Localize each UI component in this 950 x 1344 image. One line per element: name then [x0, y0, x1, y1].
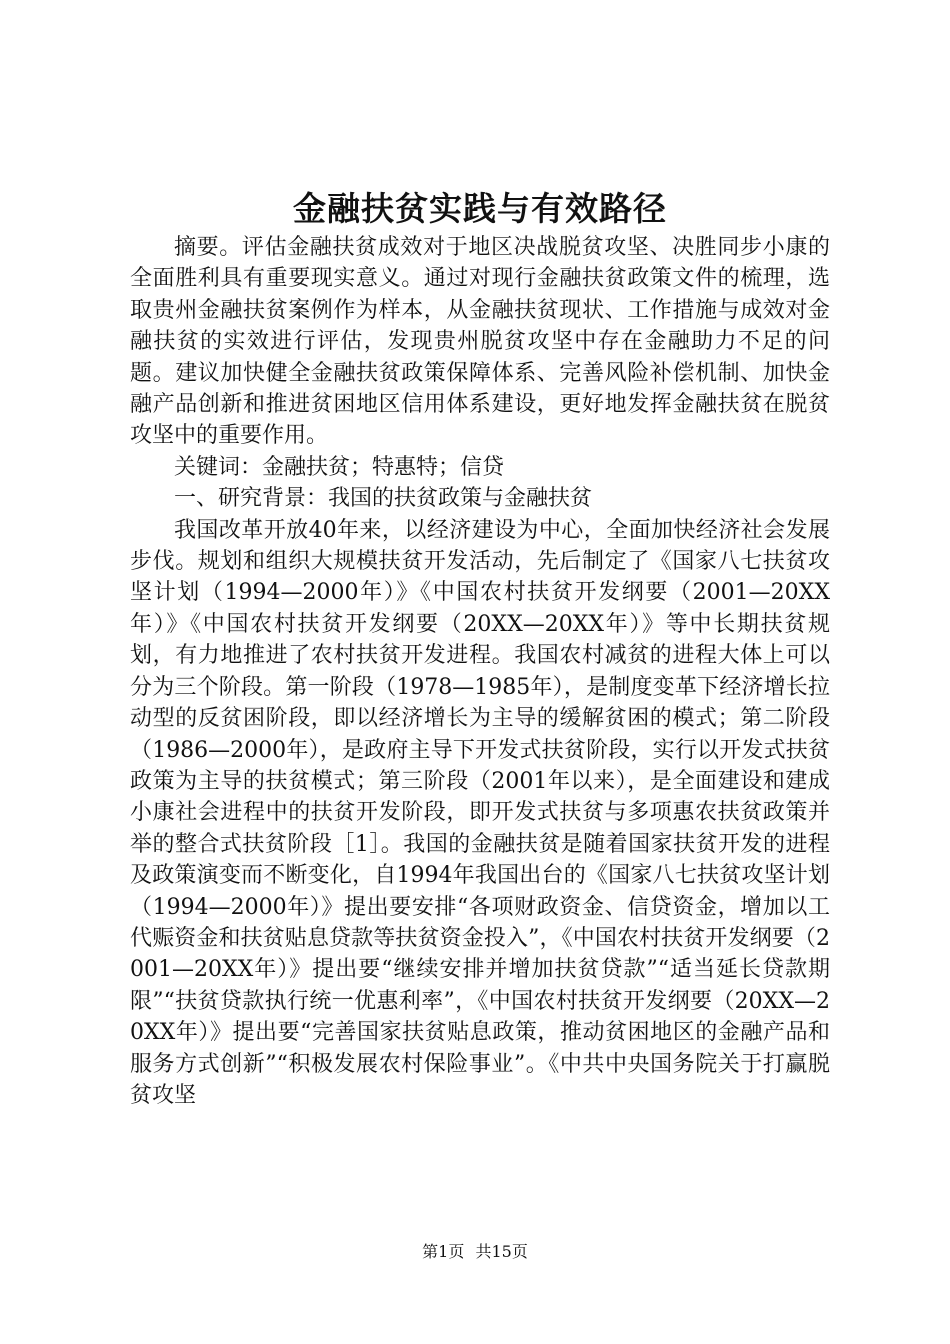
page-number: 第1页 [422, 1242, 465, 1261]
page-total: 共15页 [475, 1242, 528, 1261]
section-heading: 一、研究背景：我国的扶贫政策与金融扶贫 [174, 486, 593, 512]
abstract-paragraph: 摘要。评估金融扶贫成效对于地区决战脱贫攻坚、决胜同步小康的全面胜利具有重要现实意义。通过对现行金融扶贫政策文件的梳理，选取贵州金融扶贫案例作为样本，从金融扶贫现状、工作措施与成效对金融扶贫的实效进行评估，发现贵州脱贫攻坚中存在金融助力不足的问题。建议加快健全金融扶贫政策保障体系、完善风险补偿机制、加快金融产品创新和推进贫困地区信用体系建设，更好地发挥金融扶贫在脱贫攻坚中的重要作用。 [130, 235, 830, 449]
document-title: 金融扶贫实践与有效路径 [293, 189, 667, 228]
document-body [130, 232, 830, 1111]
keywords-paragraph: 关键词：金融扶贫；特惠特；信贷 [174, 454, 505, 480]
page-footer [0, 1240, 950, 1264]
body-paragraph: 我国改革开放40年来，以经济建设为中心，全面加快经济社会发展步伐。规划和组织大规模扶贫开发活动，先后制定了《国家八七扶贫攻坚计划（1994—2000年）》《中国农村扶贫开发纲要（2001—20XX年）》《中国农村扶贫开发纲要（20XX—20XX年）》等中长期扶贫规划，有力地推进了农村扶贫开发进程。我国农村减贫的进程大体上可以分为三个阶段。第一阶段（1978—1985年），是制度变革下经济增长拉动型的反贫困阶段，即以经济增长为主导的缓解贫困的模式；第二阶段（1986—2000年），是政府主导下开发式扶贫阶段，实行以开发式扶贫政策为主导的扶贫模式；第三阶段（2001年以来），是全面建设和建成小康社会进程中的扶贫开发阶段，即开发式扶贫与多项惠农扶贫政策并举的整合式扶贫阶段［1］。我国的金融扶贫是随着国家扶贫开发的进程及政策演变而不断变化，自1994年我国出台的《国家八七扶贫攻坚计划（1994—2000年）》提出要安排“各项财政资金、信贷资金，增加以工代赈资金和扶贫贴息贷款等扶贫资金投入”，《中国农村扶贫开发纲要（2001—20XX年）》提出要“继续安排并增加扶贫贷款”“适当延长贷款期限”“扶贫贷款执行统一优惠利率”，《中国农村扶贫开发纲要（20XX—20XX年）》提出要“完善国家扶贫贴息政策，推动贫困地区的金融产品和服务方式创新”“积极发展农村保险事业”。《中共中央国务院关于打赢脱贫攻坚 [130, 517, 830, 1108]
